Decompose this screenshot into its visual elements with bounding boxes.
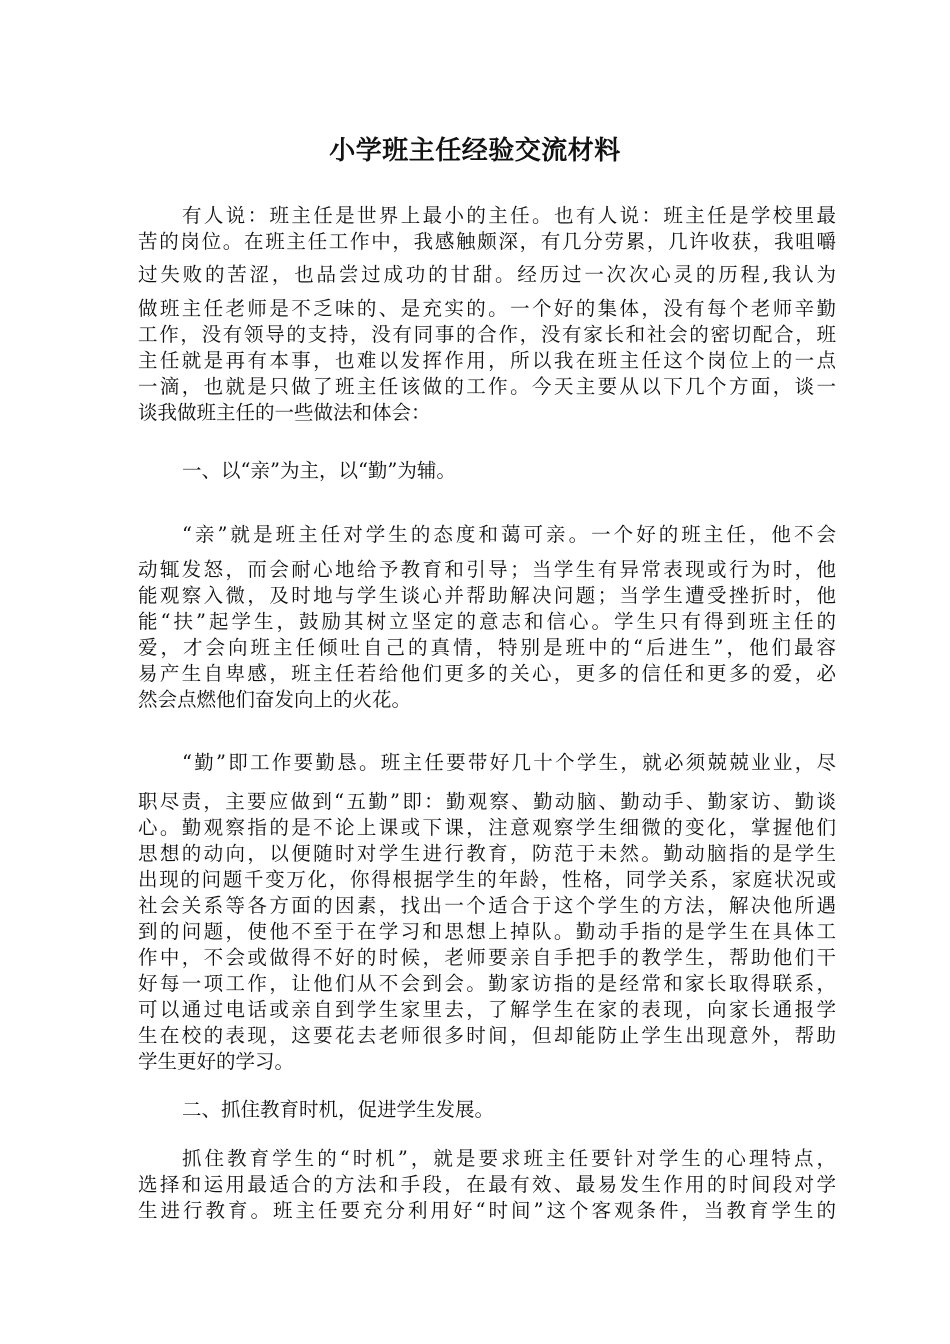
paragraph-3-line-8: 作中，不会或做得不好的时候，老师要亲自手把手的教学生，帮助他们干 (138, 946, 836, 969)
paragraph-1-line-3: 过失败的苦涩，也品尝过成功的甘甜。经历过一次次心灵的历程,我认为 (138, 263, 836, 286)
paragraph-2-line-6: 易产生自卑感，班主任若给他们更多的关心，更多的信任和更多的爱，必 (138, 662, 836, 685)
paragraph-4-line-3: 生进行教育。班主任要充分利用好“时间”这个客观条件，当教育学生的 (138, 1199, 836, 1222)
paragraph-2-line-7: 然会点燃他们奋发向上的火花。 (138, 688, 412, 711)
paragraph-1-line-7: 一滴，也就是只做了班主任该做的工作。今天主要从以下几个方面，谈一 (138, 375, 836, 398)
paragraph-3-line-6: 社会关系等各方面的因素，找出一个适合于这个学生的方法，解决他所遇 (138, 894, 836, 917)
paragraph-1-line-1: 有人说：班主任是世界上最小的主任。也有人说：班主任是学校里最 (182, 204, 836, 227)
paragraph-1-line-5: 工作，没有领导的支持，没有同事的合作，没有家长和社会的密切配合，班 (138, 323, 836, 346)
paragraph-3-line-5: 出现的问题千变万化，你得根据学生的年龄，性格，同学关系，家庭状况或 (138, 868, 836, 891)
paragraph-1-line-4: 做班主任老师是不乏味的、是充实的。一个好的集体，没有每个老师辛勤 (138, 297, 836, 320)
paragraph-3-line-7: 到的问题，使他不至于在学习和思想上掉队。勤动手指的是学生在具体工 (138, 920, 836, 943)
paragraph-3-line-11: 生在校的表现，这要花去老师很多时间，但却能防止学生出现意外，帮助 (138, 1024, 836, 1047)
paragraph-3-line-12: 学生更好的学习。 (138, 1050, 295, 1073)
paragraph-2-line-5: 爱，才会向班主任倾吐自己的真情，特别是班中的“后进生”，他们最容 (138, 636, 836, 659)
paragraph-1-line-2: 苦的岗位。在班主任工作中，我感触颇深，有几分劳累，几许收获，我咀嚼 (138, 230, 836, 253)
paragraph-4-line-1: 抓住教育学生的“时机”，就是要求班主任要针对学生的心理特点， (182, 1147, 836, 1170)
paragraph-1-line-8: 谈我做班主任的一些做法和体会： (138, 401, 431, 424)
paragraph-2-line-1: “亲”就是班主任对学生的态度和蔼可亲。一个好的班主任，他不会 (182, 523, 836, 546)
paragraph-3-line-2: 职尽责，主要应做到“五勤”即：勤观察、勤动脑、勤动手、勤家访、勤谈 (138, 790, 836, 813)
paragraph-3-line-10: 可以通过电话或亲自到学生家里去，了解学生在家的表现，向家长通报学 (138, 998, 836, 1021)
paragraph-2-line-4: 能“扶”起学生，鼓励其树立坚定的意志和信心。学生只有得到班主任的 (138, 610, 836, 633)
paragraph-2-line-2: 动辄发怒，而会耐心地给予教育和引导；当学生有异常表现或行为时，他 (138, 558, 836, 581)
paragraph-2-line-3: 能观察入微，及时地与学生谈心并帮助解决问题；当学生遭受挫折时，他 (138, 584, 836, 607)
section-heading-2: 二、抓住教育时机，促进学生发展。 (182, 1098, 495, 1121)
paragraph-4-line-2: 选择和运用最适合的方法和手段，在最有效、最易发生作用的时间段对学 (138, 1173, 836, 1196)
paragraph-3-line-1: “勤”即工作要勤恳。班主任要带好几十个学生，就必须兢兢业业，尽 (182, 751, 836, 774)
paragraph-1-line-6: 主任就是再有本事，也难以发挥作用，所以我在班主任这个岗位上的一点 (138, 349, 836, 372)
section-heading-1: 一、以“亲”为主，以“勤”为辅。 (182, 459, 456, 482)
paragraph-3-line-4: 思想的动向，以便随时对学生进行教育，防范于未然。勤动脑指的是学生 (138, 842, 836, 865)
paragraph-3-line-9: 好每一项工作，让他们从不会到会。勤家访指的是经常和家长取得联系， (138, 972, 836, 995)
paragraph-3-line-3: 心。勤观察指的是不论上课或下课，注意观察学生细微的变化，掌握他们 (138, 816, 836, 839)
document-title: 小学班主任经验交流材料 (329, 136, 621, 166)
